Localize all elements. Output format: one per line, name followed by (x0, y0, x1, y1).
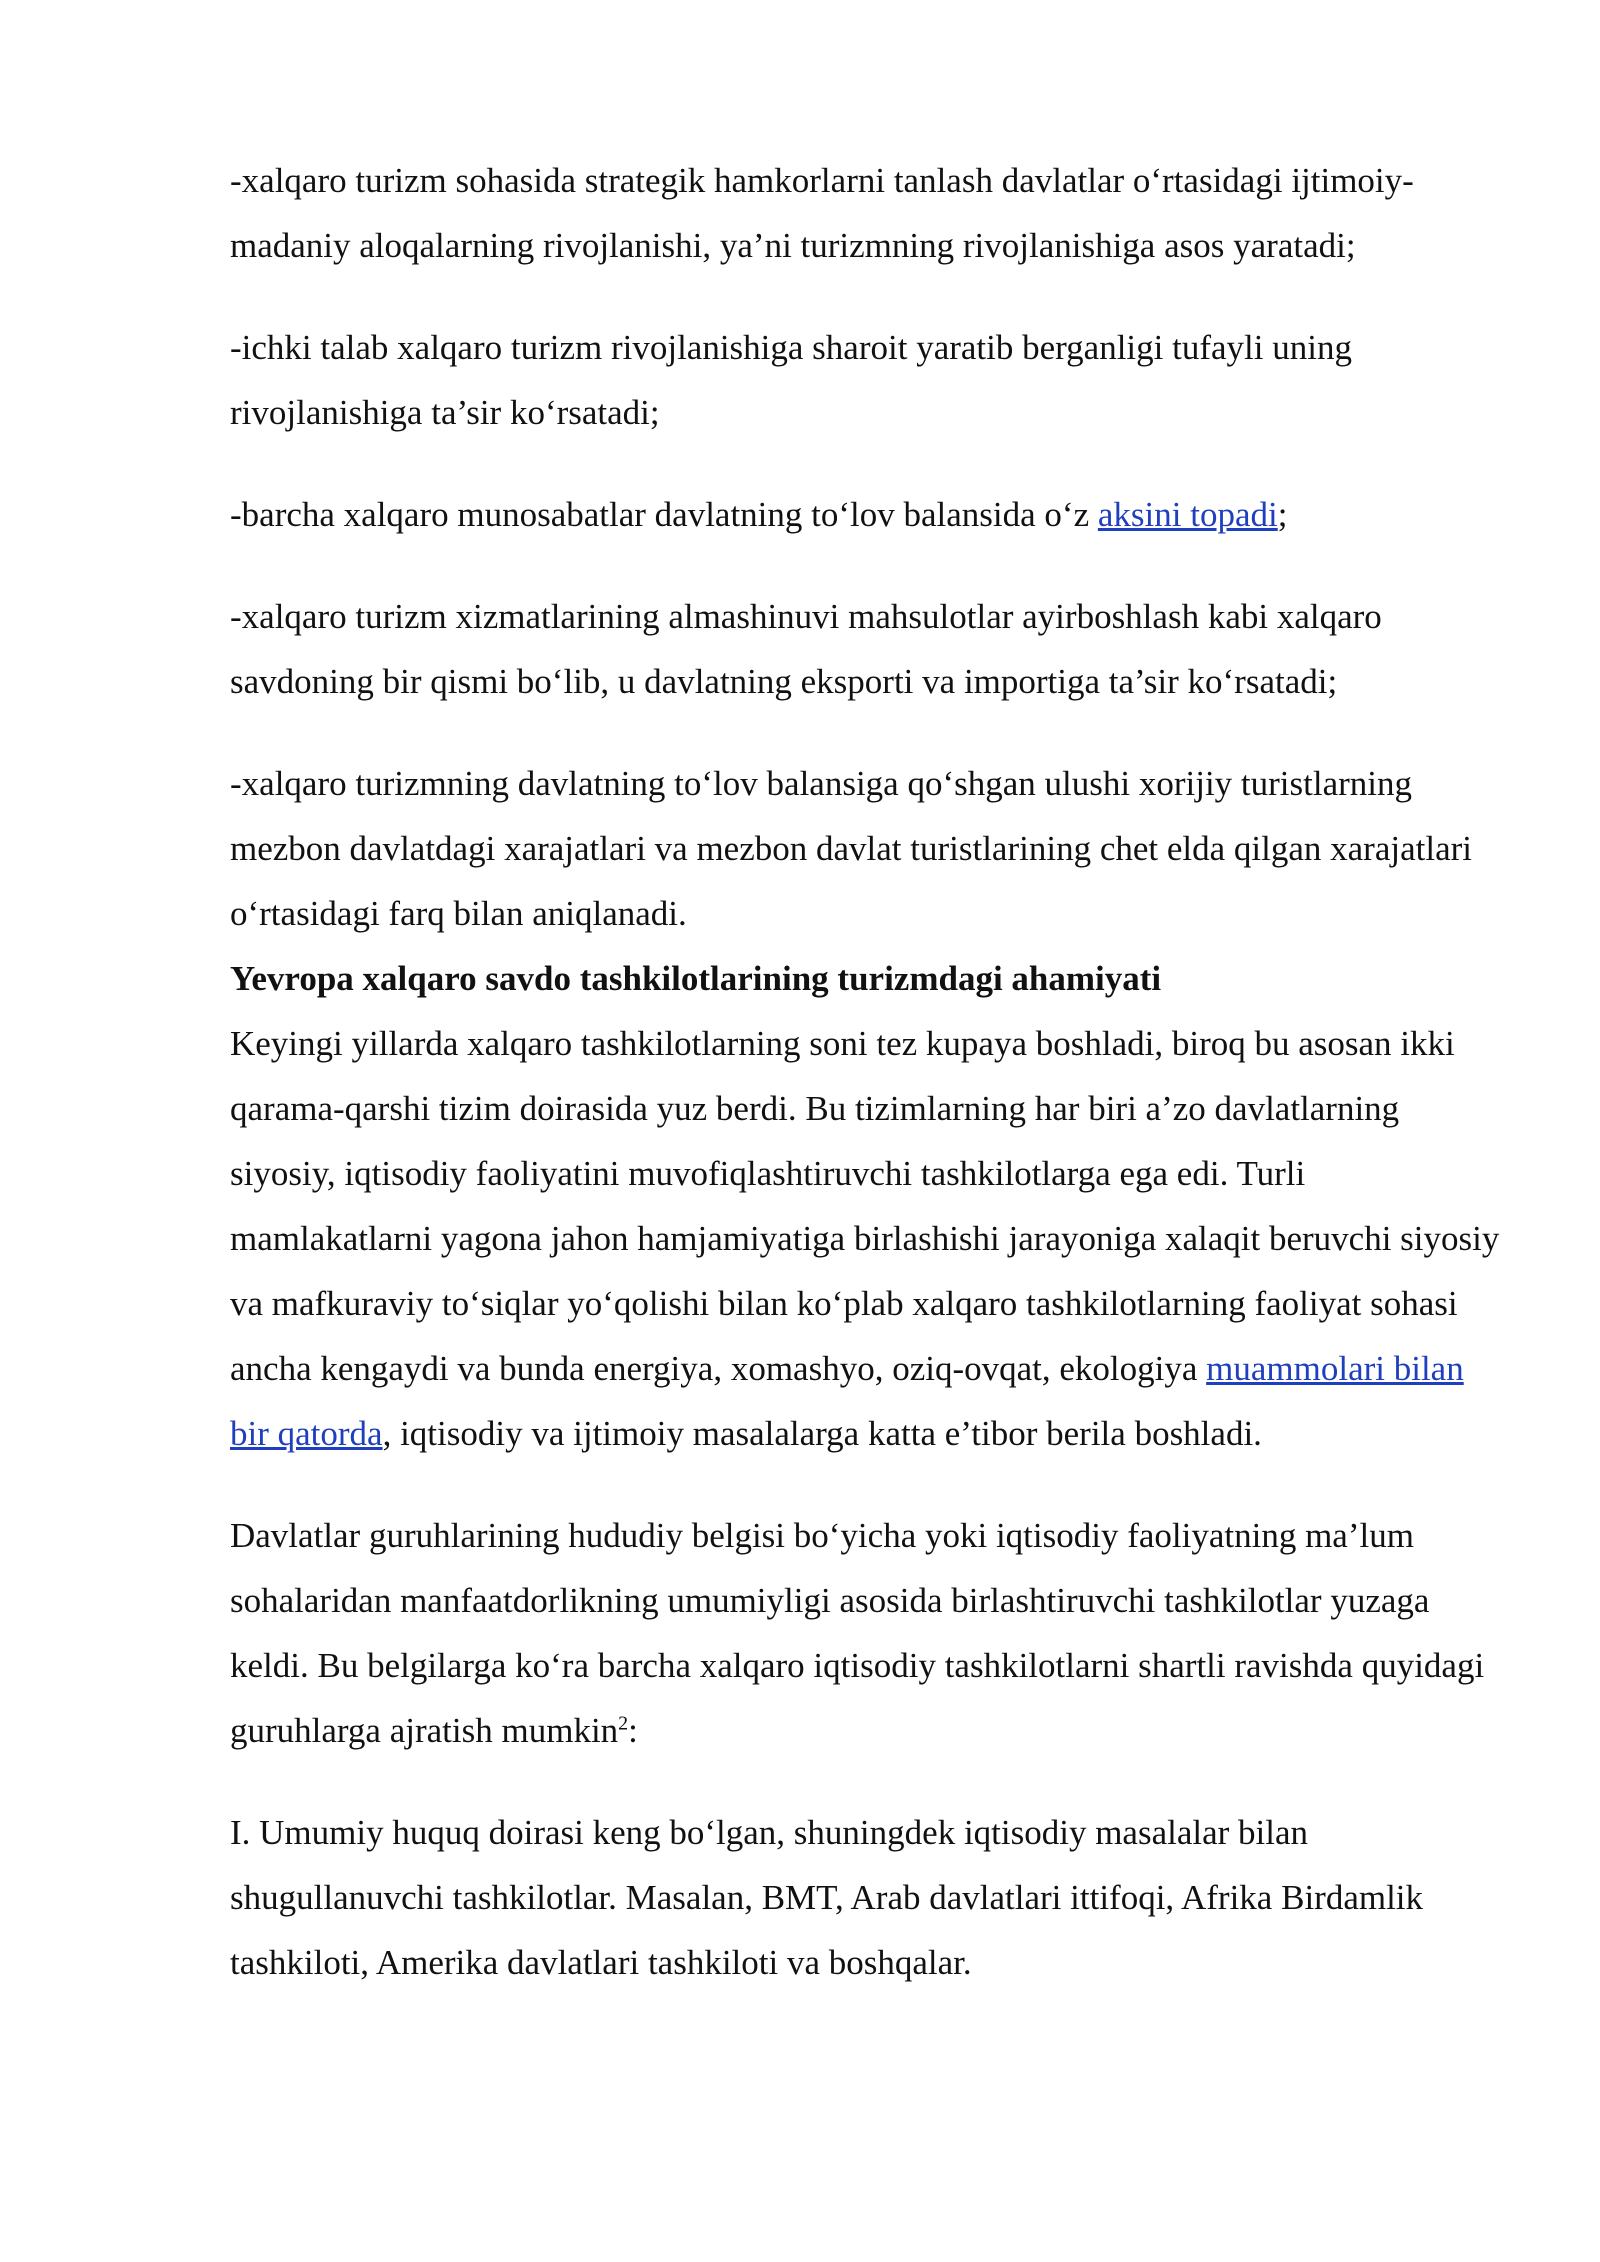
paragraph-text: Davlatlar guruhlarining hududiy belgisi bo‘yicha yoki iqtisodiy faoliyatning ma’lum sohalaridan manfaatdorlikning umumiyligi asosida birlashtiruvchi tashkilotlar yuzaga keldi. Bu belgilarga ko‘ra barcha xalqaro iqtisodiy tashkilotlarni shartli ravishda quyidagi guruhlarga ajratish mumkin (230, 1516, 1485, 1750)
footnote-reference[interactable]: 2 (618, 1712, 629, 1735)
section-heading: Yevropa xalqaro savdo tashkilotlarining turizmdagi ahamiyati (230, 959, 1162, 998)
paragraph-text: -barcha xalqaro munosabatlar davlatning to‘lov balansida o‘z (230, 495, 1098, 534)
link-aksini-topadi[interactable]: aksini topadi (1097, 495, 1278, 534)
paragraph-domestic-demand: -ichki talab xalqaro turizm rivojlanishiga sharoit yaratib berganligi tufayli uning rivojlanishiga ta’sir ko‘rsatadi; (230, 328, 1352, 432)
paragraph-payment-balance (230, 482, 1500, 547)
paragraph-general-organizations: I. Umumiy huquq doirasi keng bo‘lgan, shuningdek iqtisodiy masalalar bilan shugullanuvchi tashkilotlar. Masalan, BMT, Arab davlatlari ittifoqi, Afrika Birdamlik tashkiloti, Amerika davlatlari tashkiloti va boshqalar. (230, 1813, 1424, 1982)
paragraph-text: ; (1277, 495, 1288, 534)
document-body (230, 148, 1500, 1995)
paragraph-strategic-partners: -xalqaro turizm sohasida strategik hamkorlarni tanlash davlatlar o‘rtasidagi ijtimoiy-madaniy aloqalarning rivojlanishi, ya’ni turizmning rivojlanishiga asos yaratadi; (230, 161, 1414, 265)
paragraph-international-organizations (230, 1011, 1500, 1466)
link-muammolari-bilan-bir-qatorda[interactable]: muammolari bilan bir qatorda (230, 1349, 1464, 1453)
paragraph-tourism-share: -xalqaro turizmning davlatning to‘lov balansiga qo‘shgan ulushi xorijiy turistlarning mezbon davlatdagi xarajatlari va mezbon davlat turistlarining chet elda qilgan xarajatlari o‘rtasidagi farq bilan aniqlanadi. (230, 764, 1472, 933)
paragraph-organization-groups (230, 1503, 1500, 1763)
paragraph-text: , iqtisodiy va ijtimoiy masalalarga katta e’tibor berila boshladi. (382, 1414, 1262, 1453)
paragraph-text: : (628, 1711, 638, 1750)
paragraph-service-exchange: -xalqaro turizm xizmatlarining almashinuvi mahsulotlar ayirboshlash kabi xalqaro savdoning bir qismi bo‘lib, u davlatning eksporti va importiga ta’sir ko‘rsatadi; (230, 597, 1382, 701)
paragraph-text: Keyingi yillarda xalqaro tashkilotlarning soni tez kupaya boshladi, biroq bu asosan ikki qarama-qarshi tizim doirasida yuz berdi. Bu tizimlarning har biri a’zo davlatlarning siyosiy, iqtisodiy faoliyatini muvofiqlashtiruvchi tashkilotlarga ega edi. Turli mamlakatlarni yagona jahon hamjamiyatiga birlashishi jarayoniga xalaqit beruvchi siyosiy va mafkuraviy to‘siqlar yo‘qolishi bilan ko‘plab xalqaro tashkilotlarning faoliyat sohasi ancha kengaydi va bunda energiya, xomashyo, oziq-ovqat, ekologiya (230, 1024, 1500, 1388)
